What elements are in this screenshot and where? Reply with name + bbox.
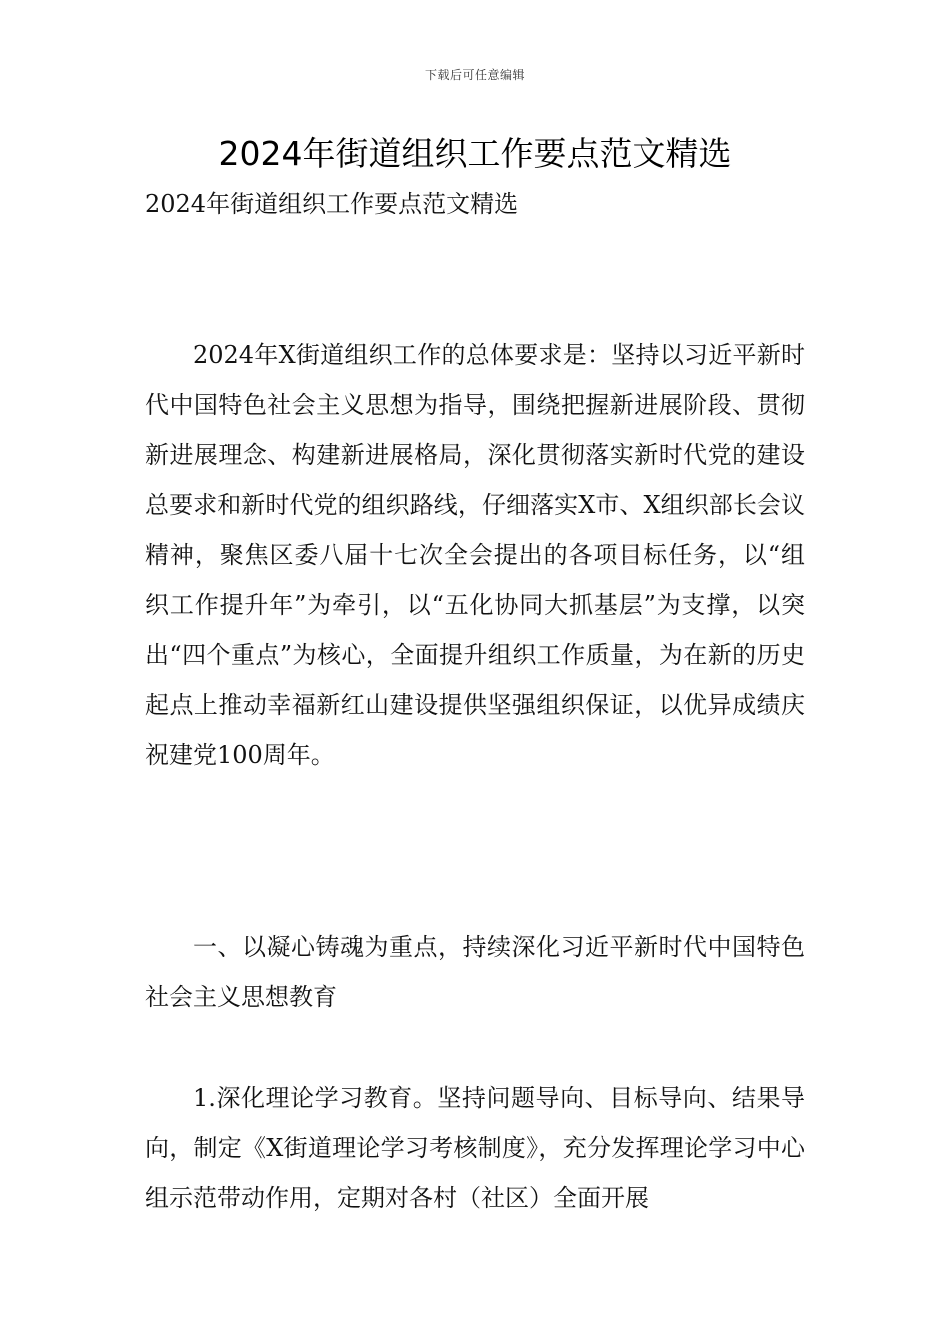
document-subtitle: 2024年街道组织工作要点范文精选 [145,190,519,218]
document-title: 2024年街道组织工作要点范文精选 [218,134,732,173]
paragraph-intro: 2024年X街道组织工作的总体要求是：坚持以习近平新时代中国特色社会主义思想为指导，围绕把握新进展阶段、贯彻新进展理念、构建新进展格局，深化贯彻落实新时代党的建设总要求和新时代党的组织路线，仔细落实X市、X组织部长会议精神，聚焦区委八届十七次全会提出的各项目标任务，以“组织工作提升年”为牵引，以“五化协同大抓基层”为支撑，以突出“四个重点”为核心，全面提升组织工作质量，为在新的历史起点上推动幸福新红山建设提供坚强组织保证，以优异成绩庆祝建党100周年。 [145,341,805,769]
section-heading-1: 一、以凝心铸魂为重点，持续深化习近平新时代中国特色社会主义思想教育 [145,933,805,1011]
paragraph-item-1: 1.深化理论学习教育。坚持问题导向、目标导向、结果导向，制定《X街道理论学习考核制度》，充分发挥理论学习中心组示范带动作用，定期对各村（社区）全面开展 [145,1084,805,1212]
header-note: 下载后可任意编辑 [424,68,525,82]
